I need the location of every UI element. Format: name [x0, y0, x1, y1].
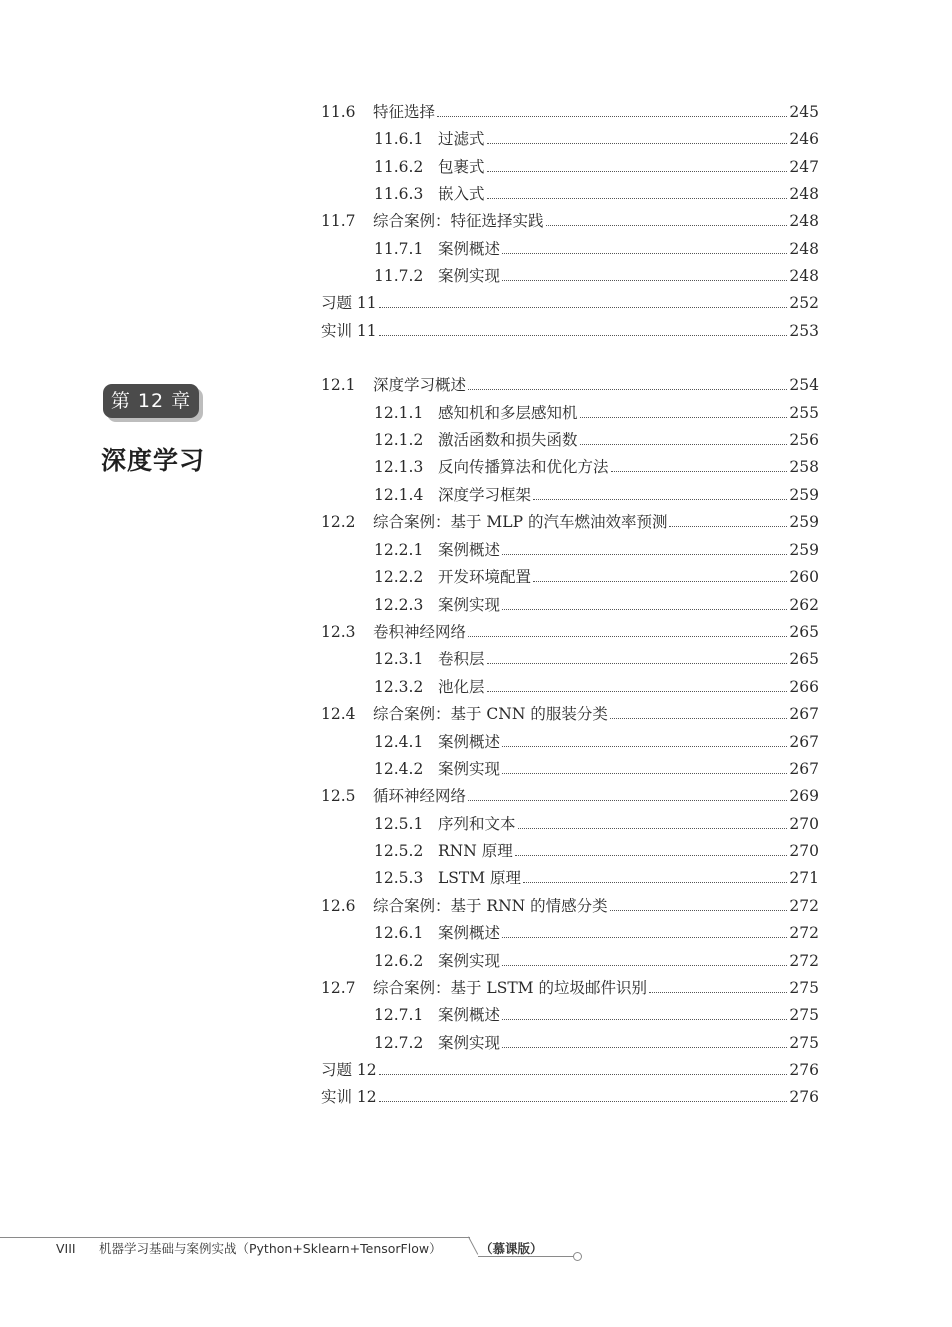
- toc-page: 262: [789, 596, 819, 614]
- dot-leader: [468, 636, 787, 637]
- dot-leader: [610, 718, 788, 719]
- dot-leader: [379, 335, 788, 336]
- toc-title: 习题 12: [321, 1061, 377, 1079]
- toc-page: 271: [789, 869, 819, 887]
- toc-entry[interactable]: [321, 785, 819, 807]
- toc-title: 嵌入式: [438, 185, 485, 203]
- dot-leader: [502, 773, 787, 774]
- toc-number: 12.5.2: [374, 842, 424, 860]
- toc-number: 11.6: [321, 103, 356, 121]
- toc-entry[interactable]: [374, 840, 819, 862]
- toc-entry[interactable]: [374, 238, 819, 260]
- toc-title: 感知机和多层感知机: [438, 404, 578, 422]
- footer-dot-icon: [573, 1252, 582, 1261]
- toc-page: 246: [789, 130, 819, 148]
- toc-entry[interactable]: [321, 210, 819, 232]
- toc-page: 266: [789, 678, 819, 696]
- dot-leader: [502, 1047, 787, 1048]
- toc-number: 12.6.1: [374, 924, 424, 942]
- toc-number: 12.7.1: [374, 1006, 424, 1024]
- toc-entry[interactable]: [321, 1059, 819, 1081]
- toc-entry[interactable]: [374, 265, 819, 287]
- toc-entry[interactable]: [374, 456, 819, 478]
- dot-leader: [502, 746, 787, 747]
- toc-page: 259: [789, 541, 819, 559]
- dot-leader: [487, 171, 788, 172]
- toc-page: 272: [789, 952, 819, 970]
- dot-leader: [487, 663, 788, 664]
- footer-rule-slash: [468, 1237, 478, 1255]
- toc-entry[interactable]: [374, 676, 819, 698]
- dot-leader: [502, 253, 787, 254]
- toc-page: 270: [789, 842, 819, 860]
- toc-page: 272: [789, 897, 819, 915]
- toc-title: 案例实现: [438, 596, 501, 614]
- toc-entry[interactable]: [374, 566, 819, 588]
- dot-leader: [468, 389, 787, 390]
- toc-page: 267: [789, 733, 819, 751]
- toc-entry[interactable]: [321, 320, 819, 342]
- toc-number: 12.7.2: [374, 1034, 424, 1052]
- toc-title: 过滤式: [438, 130, 485, 148]
- toc-page: 276: [789, 1061, 819, 1079]
- toc-entry[interactable]: [374, 813, 819, 835]
- toc-entry[interactable]: [321, 703, 819, 725]
- toc-title: 习题 11: [321, 294, 377, 312]
- chapter-badge: [103, 384, 203, 422]
- toc-title: 卷积层: [438, 650, 485, 668]
- toc-title: 综合案例：基于 LSTM 的垃圾邮件识别: [373, 979, 647, 997]
- toc-number: 12.4: [321, 705, 356, 723]
- toc-title: 包裹式: [438, 158, 485, 176]
- toc-title: 案例实现: [438, 760, 501, 778]
- toc-number: 11.6.2: [374, 158, 424, 176]
- toc-page: 248: [789, 240, 819, 258]
- toc-number: 12.5.3: [374, 869, 424, 887]
- toc-number: 12.2.1: [374, 541, 424, 559]
- toc-title: 池化层: [438, 678, 485, 696]
- dot-leader: [502, 965, 787, 966]
- toc-page: 254: [789, 376, 819, 394]
- toc-number: 12.1.4: [374, 486, 424, 504]
- toc-title: 深度学习概述: [373, 376, 467, 394]
- toc-entry[interactable]: [374, 922, 819, 944]
- toc-title: 案例概述: [438, 240, 501, 258]
- toc-entry[interactable]: [374, 156, 819, 178]
- toc-title: 综合案例：基于 CNN 的服装分类: [373, 705, 608, 723]
- toc-number: 12.2.2: [374, 568, 424, 586]
- toc-page: 248: [789, 185, 819, 203]
- toc-entry[interactable]: [374, 648, 819, 670]
- toc-title: 案例概述: [438, 541, 501, 559]
- dot-leader: [546, 225, 788, 226]
- toc-number: 11.7: [321, 212, 356, 230]
- toc-page: 258: [789, 458, 819, 476]
- toc-entry[interactable]: [321, 374, 819, 396]
- toc-entry[interactable]: [374, 429, 819, 451]
- toc-entry[interactable]: [374, 731, 819, 753]
- toc-entry[interactable]: [374, 950, 819, 972]
- dot-leader: [518, 828, 788, 829]
- dot-leader: [487, 198, 788, 199]
- toc-number: 12.3.1: [374, 650, 424, 668]
- toc-title: 案例概述: [438, 733, 501, 751]
- dot-leader: [523, 882, 787, 883]
- toc-number: 11.7.2: [374, 267, 424, 285]
- toc-number: 12.1.3: [374, 458, 424, 476]
- toc-entry[interactable]: [321, 292, 819, 314]
- toc-page: 248: [789, 212, 819, 230]
- toc-number: 12.7: [321, 979, 356, 997]
- dot-leader: [487, 143, 788, 144]
- toc-number: 12.6: [321, 897, 356, 915]
- toc-entry[interactable]: [374, 183, 819, 205]
- toc-page: 265: [789, 650, 819, 668]
- dot-leader: [502, 609, 787, 610]
- chapter-badge-label: 第 12 章: [103, 384, 199, 418]
- dot-leader: [649, 992, 787, 993]
- footer-rule: [0, 1237, 470, 1238]
- toc-entry[interactable]: [374, 1004, 819, 1026]
- toc-entry[interactable]: [374, 402, 819, 424]
- dot-leader: [610, 910, 788, 911]
- toc-page: 248: [789, 267, 819, 285]
- dot-leader: [515, 855, 788, 856]
- dot-leader: [502, 554, 787, 555]
- dot-leader: [533, 499, 787, 500]
- toc-page: 276: [789, 1088, 819, 1106]
- toc-number: 12.5: [321, 787, 356, 805]
- dot-leader: [580, 417, 788, 418]
- toc-entry[interactable]: [374, 484, 819, 506]
- toc-number: 12.2: [321, 513, 356, 531]
- toc-page: 245: [789, 103, 819, 121]
- toc-title: 案例实现: [438, 267, 501, 285]
- toc-page: 247: [789, 158, 819, 176]
- toc-title: 循环神经网络: [373, 787, 467, 805]
- toc-entry[interactable]: [374, 758, 819, 780]
- toc-page: 260: [789, 568, 819, 586]
- dot-leader: [487, 691, 788, 692]
- toc-title: 实训 12: [321, 1088, 377, 1106]
- toc-entry[interactable]: [321, 895, 819, 917]
- footer-page-number: VIII: [56, 1241, 76, 1256]
- toc-page: 255: [789, 404, 819, 422]
- toc-title: 案例实现: [438, 1034, 501, 1052]
- toc-page: 256: [789, 431, 819, 449]
- toc-title: 案例实现: [438, 952, 501, 970]
- footer-edition: （慕课版）: [480, 1241, 543, 1256]
- toc-title: LSTM 原理: [438, 869, 522, 887]
- dot-leader: [533, 581, 787, 582]
- toc-number: 11.7.1: [374, 240, 424, 258]
- toc-number: 12.1: [321, 376, 356, 394]
- toc-title: 卷积神经网络: [373, 623, 467, 641]
- dot-leader: [502, 1019, 787, 1020]
- toc-entry[interactable]: [374, 1032, 819, 1054]
- toc-entry[interactable]: [374, 539, 819, 561]
- dot-leader: [669, 526, 787, 527]
- toc-number: 12.1.1: [374, 404, 424, 422]
- toc-number: 12.4.2: [374, 760, 424, 778]
- toc-title: 反向传播算法和优化方法: [438, 458, 609, 476]
- toc-entry[interactable]: [374, 867, 819, 889]
- toc-number: 11.6.1: [374, 130, 424, 148]
- toc-page: 259: [789, 486, 819, 504]
- toc-page: 275: [789, 1034, 819, 1052]
- dot-leader: [379, 307, 788, 308]
- dot-leader: [379, 1074, 788, 1075]
- toc-page: 252: [789, 294, 819, 312]
- toc-title: 综合案例：特征选择实践: [373, 212, 544, 230]
- toc-title: 实训 11: [321, 322, 377, 340]
- toc-title: 深度学习框架: [438, 486, 532, 504]
- dot-leader: [611, 471, 788, 472]
- toc-page: 275: [789, 979, 819, 997]
- toc-number: 12.3: [321, 623, 356, 641]
- toc-page: 275: [789, 1006, 819, 1024]
- toc-number: 12.2.3: [374, 596, 424, 614]
- toc-entry[interactable]: [321, 511, 819, 533]
- toc-number: 12.6.2: [374, 952, 424, 970]
- toc-page: 259: [789, 513, 819, 531]
- toc-number: 12.3.2: [374, 678, 424, 696]
- toc-entry[interactable]: [321, 101, 819, 123]
- dot-leader: [379, 1101, 788, 1102]
- dot-leader: [580, 444, 788, 445]
- toc-number: 11.6.3: [374, 185, 424, 203]
- chapter-title: 深度学习: [101, 446, 206, 475]
- dot-leader: [468, 800, 787, 801]
- toc-title: 综合案例：基于 MLP 的汽车燃油效率预测: [373, 513, 668, 531]
- footer-book-title: 机器学习基础与案例实战（Python+Sklearn+TensorFlow）: [99, 1241, 442, 1256]
- dot-leader: [502, 937, 787, 938]
- toc-title: 序列和文本: [438, 815, 516, 833]
- toc-page: 269: [789, 787, 819, 805]
- toc-number: 12.4.1: [374, 733, 424, 751]
- toc-title: 开发环境配置: [438, 568, 532, 586]
- toc-page: 272: [789, 924, 819, 942]
- toc-entry[interactable]: [321, 1086, 819, 1108]
- toc-page: 267: [789, 705, 819, 723]
- toc-number: 12.1.2: [374, 431, 424, 449]
- toc-title: 激活函数和损失函数: [438, 431, 578, 449]
- toc-entry[interactable]: [374, 128, 819, 150]
- dot-leader: [437, 116, 787, 117]
- toc-entry[interactable]: [374, 594, 819, 616]
- toc-page: 270: [789, 815, 819, 833]
- toc-title: 案例概述: [438, 924, 501, 942]
- toc-entry[interactable]: [321, 621, 819, 643]
- toc-page: 265: [789, 623, 819, 641]
- toc-title: 综合案例：基于 RNN 的情感分类: [373, 897, 608, 915]
- toc-page: 253: [789, 322, 819, 340]
- toc-number: 12.5.1: [374, 815, 424, 833]
- toc-title: RNN 原理: [438, 842, 513, 860]
- toc-title: 特征选择: [373, 103, 436, 121]
- toc-title: 案例概述: [438, 1006, 501, 1024]
- dot-leader: [502, 280, 787, 281]
- toc-entry[interactable]: [321, 977, 819, 999]
- toc-page: 267: [789, 760, 819, 778]
